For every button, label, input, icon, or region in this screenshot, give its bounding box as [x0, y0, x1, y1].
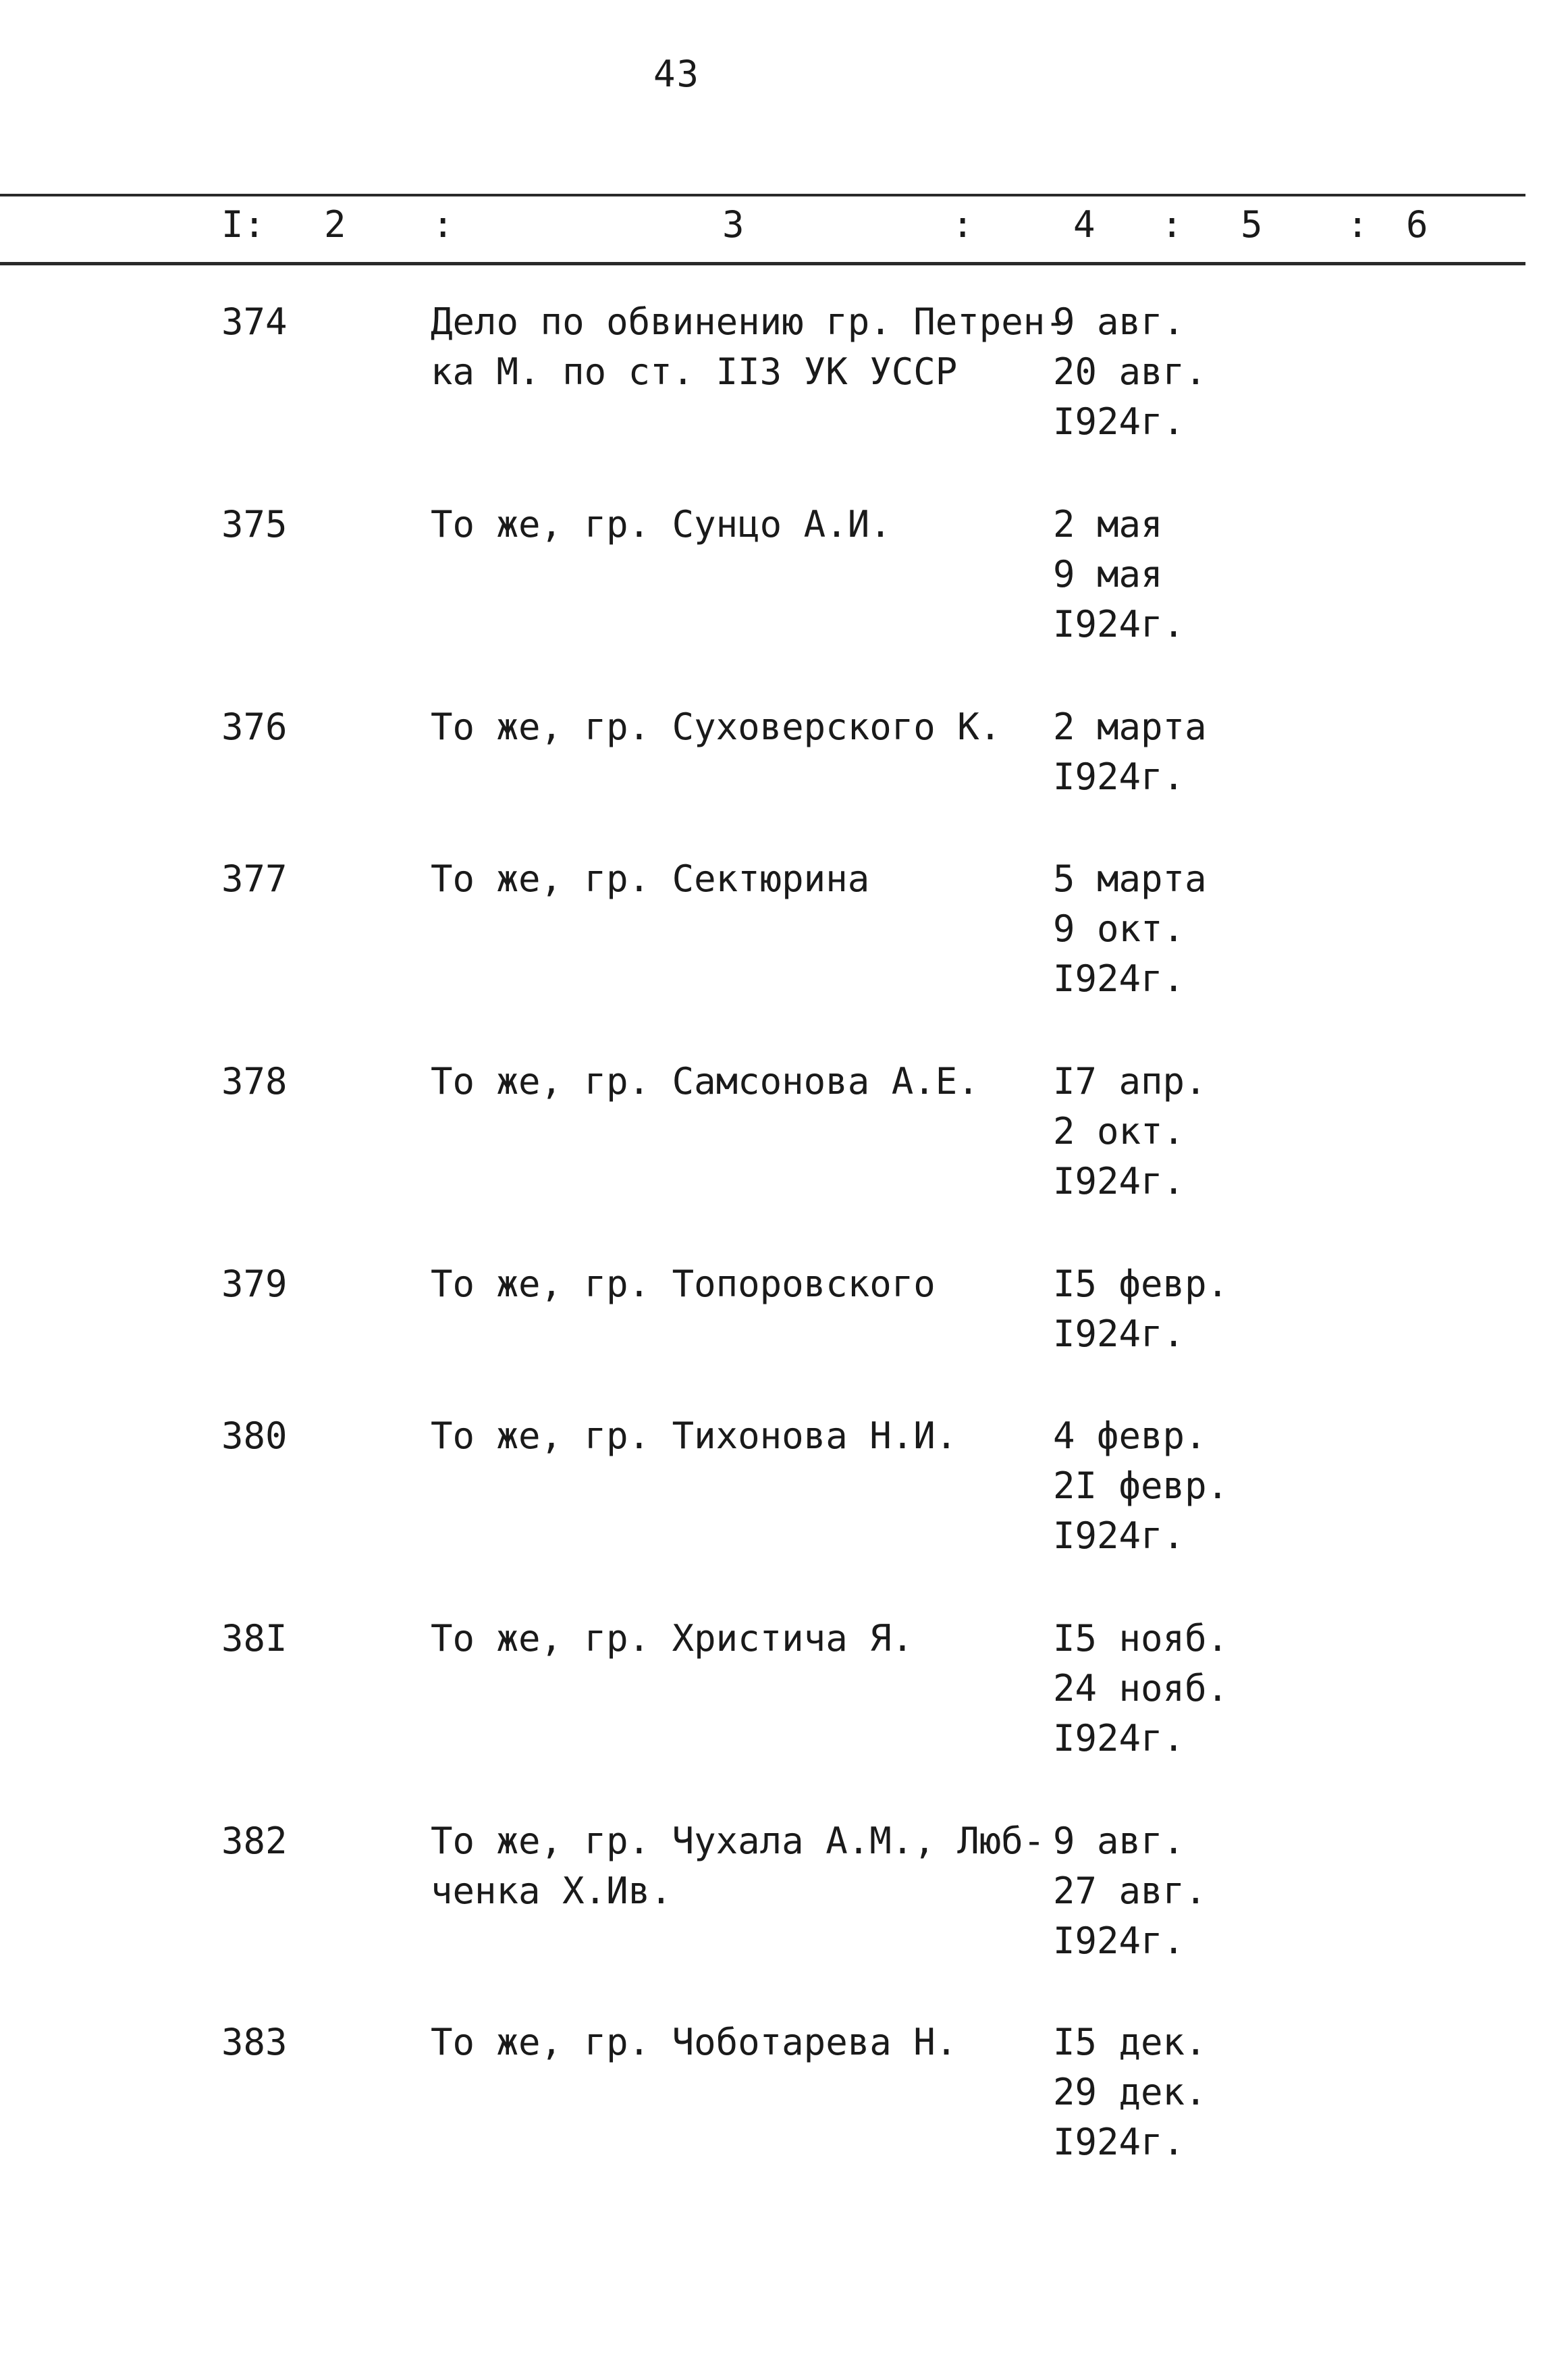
header-separator: : [432, 203, 454, 246]
entry-description-line: То же, гр. Самсонова А.Е. [431, 1060, 979, 1103]
table-header-bottom-rule [0, 262, 1525, 265]
entry-dates [1053, 702, 1323, 802]
entry-date-line: 2 мая [1053, 503, 1163, 546]
entry-number: 383 [221, 2021, 288, 2063]
entry-date-line: I5 дек. [1053, 2021, 1207, 2063]
entry-description-line: ченка Х.Ив. [431, 1870, 672, 1912]
entry-number: 377 [221, 857, 288, 900]
header-separator: : [952, 203, 974, 246]
entry-description [431, 1259, 1038, 1309]
entry-date-line: I924г. [1053, 756, 1185, 798]
entry-number: 380 [221, 1414, 288, 1457]
entry-date-line: 5 марта [1053, 857, 1207, 900]
entry-description-line: Дело по обвинению гр. Петрен- [431, 300, 1067, 343]
entry-date-line: I7 апр. [1053, 1060, 1207, 1103]
entry-date-line: 29 дек. [1053, 2071, 1207, 2113]
entry-description [431, 1411, 1038, 1461]
entry-description [431, 1614, 1038, 1664]
entry-date-line: 9 окт. [1053, 907, 1185, 950]
entry-description-line: То же, гр. Христича Я. [431, 1617, 914, 1660]
entry-dates [1053, 500, 1323, 650]
page-number: 43 [653, 53, 701, 95]
header-col-2: 2 [324, 203, 346, 246]
entry-dates [1053, 1411, 1323, 1561]
entry-description [431, 297, 1067, 397]
header-separator: : [1161, 203, 1183, 246]
entry-date-line: I924г. [1053, 1514, 1185, 1557]
entry-number: 38I [221, 1617, 288, 1660]
entry-date-line: 4 февр. [1053, 1414, 1207, 1457]
entry-description-line: То же, гр. Суховерского К. [431, 706, 1002, 748]
entry-date-line: 20 авг. [1053, 350, 1207, 393]
entry-description-line: То же, гр. Чухала А.М., Люб- [431, 1820, 1046, 1862]
entry-description [431, 854, 1038, 904]
entry-date-line: I924г. [1053, 1313, 1185, 1355]
entry-date-line: I924г. [1053, 1920, 1185, 1962]
header-col-6: 6 [1406, 203, 1428, 246]
entry-date-line: 24 нояб. [1053, 1667, 1229, 1710]
header-col-3: 3 [722, 203, 745, 246]
entry-number: 376 [221, 706, 288, 748]
entry-date-line: I5 нояб. [1053, 1617, 1229, 1660]
entry-description-line: То же, гр. Тихонова Н.И. [431, 1414, 958, 1457]
entry-description [431, 1057, 1038, 1107]
entry-number: 379 [221, 1263, 288, 1305]
header-col-5: 5 [1241, 203, 1263, 246]
entry-dates [1053, 1614, 1323, 1764]
entry-number: 382 [221, 1820, 288, 1862]
entry-dates [1053, 1259, 1323, 1359]
entry-description-line: То же, гр. Сунцо А.И. [431, 503, 892, 546]
entry-date-line: I5 февр. [1053, 1263, 1229, 1305]
entry-dates [1053, 2017, 1323, 2167]
entry-description-line: То же, гр. Чоботарева Н. [431, 2021, 958, 2063]
entry-date-line: I924г. [1053, 1160, 1185, 1202]
entry-date-line: I924г. [1053, 2121, 1185, 2163]
entry-date-line: I924г. [1053, 603, 1185, 645]
header-col-1: I: [221, 203, 266, 246]
header-col-4: 4 [1073, 203, 1096, 246]
entry-description-line: То же, гр. Сектюрина [431, 857, 870, 900]
entry-date-line: I924г. [1053, 957, 1185, 1000]
entry-description-line: То же, гр. Топоровского [431, 1263, 936, 1305]
entry-number: 375 [221, 503, 288, 546]
entry-date-line: 27 авг. [1053, 1870, 1207, 1912]
entry-number: 378 [221, 1060, 288, 1103]
entry-date-line: 2I февр. [1053, 1464, 1229, 1507]
entry-description [431, 2017, 1038, 2067]
entry-date-line: 9 авг. [1053, 300, 1185, 343]
entry-date-line: 9 авг. [1053, 1820, 1185, 1862]
entry-description-line: ка М. по ст. II3 УК УССР [431, 350, 958, 393]
header-separator: : [1347, 203, 1369, 246]
entry-description [431, 1816, 1046, 1916]
entry-description [431, 500, 1038, 550]
entry-date-line: I924г. [1053, 1717, 1185, 1760]
entry-dates [1053, 1816, 1323, 1966]
entry-date-line: 2 марта [1053, 706, 1207, 748]
entry-dates [1053, 297, 1323, 447]
entry-number: 374 [221, 300, 288, 343]
table-header-top-rule [0, 194, 1525, 196]
entry-dates [1053, 854, 1323, 1004]
entry-dates [1053, 1057, 1323, 1207]
entry-description [431, 702, 1038, 752]
entry-date-line: 2 окт. [1053, 1110, 1185, 1153]
entry-date-line: 9 мая [1053, 553, 1163, 596]
entry-date-line: I924г. [1053, 400, 1185, 443]
